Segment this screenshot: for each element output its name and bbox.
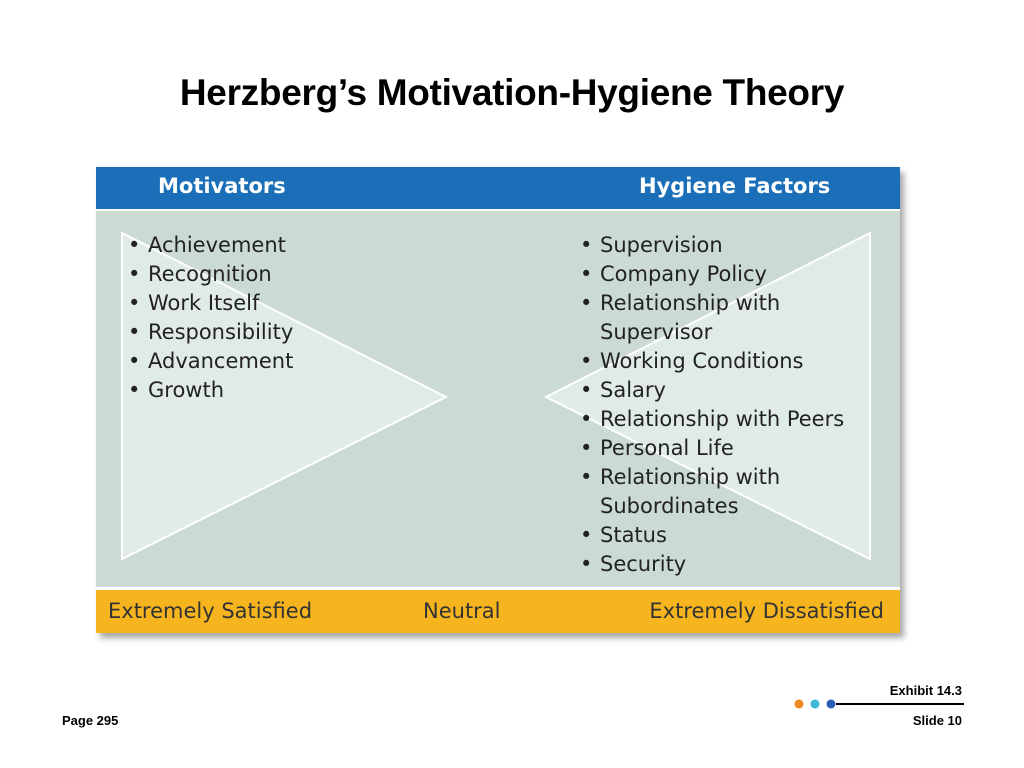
list-item: • Supervision bbox=[580, 231, 898, 260]
motivators-heading: Motivators bbox=[158, 174, 286, 198]
exhibit-number: Exhibit 14.3 bbox=[889, 683, 962, 698]
list-item: • Working Conditions bbox=[580, 347, 898, 376]
list-item: • Personal Life bbox=[580, 434, 898, 463]
decorative-dots-line bbox=[794, 698, 964, 710]
list-item: • Recognition bbox=[128, 260, 293, 289]
exhibit-body bbox=[96, 211, 900, 590]
list-item: • Company Policy bbox=[580, 260, 898, 289]
slide-title: Herzberg’s Motivation-Hygiene Theory bbox=[179, 72, 845, 113]
list-item: • Security bbox=[580, 550, 898, 579]
page-number: Page 295 bbox=[62, 713, 119, 728]
slide-number: Slide 10 bbox=[912, 713, 962, 728]
motivators-list bbox=[128, 231, 293, 405]
list-item: • Status bbox=[580, 521, 898, 550]
list-item: • Relationship with Peers bbox=[580, 405, 898, 434]
list-item: • Work Itself bbox=[128, 289, 293, 318]
hygiene-factors-heading: Hygiene Factors bbox=[639, 174, 831, 198]
list-item: • Relationship with Subordinates bbox=[580, 463, 898, 521]
scale-left-label: Extremely Satisfied bbox=[108, 599, 313, 623]
list-item: • Relationship with Supervisor bbox=[580, 289, 898, 347]
cyan-dot-icon bbox=[811, 700, 820, 709]
blue-dot-icon bbox=[827, 700, 836, 709]
list-item: • Responsibility bbox=[128, 318, 293, 347]
motivation-hygiene-exhibit bbox=[96, 167, 900, 633]
list-item: • Growth bbox=[128, 376, 293, 405]
scale-right-label: Extremely Dissatisfied bbox=[649, 599, 884, 623]
list-item: • Achievement bbox=[128, 231, 293, 260]
list-item: • Advancement bbox=[128, 347, 293, 376]
scale-middle-label: Neutral bbox=[423, 599, 501, 623]
exhibit-header bbox=[96, 167, 900, 211]
satisfaction-scale bbox=[96, 590, 900, 633]
list-item: • Salary bbox=[580, 376, 898, 405]
hygiene-factors-list bbox=[580, 231, 898, 579]
orange-dot-icon bbox=[795, 700, 804, 709]
